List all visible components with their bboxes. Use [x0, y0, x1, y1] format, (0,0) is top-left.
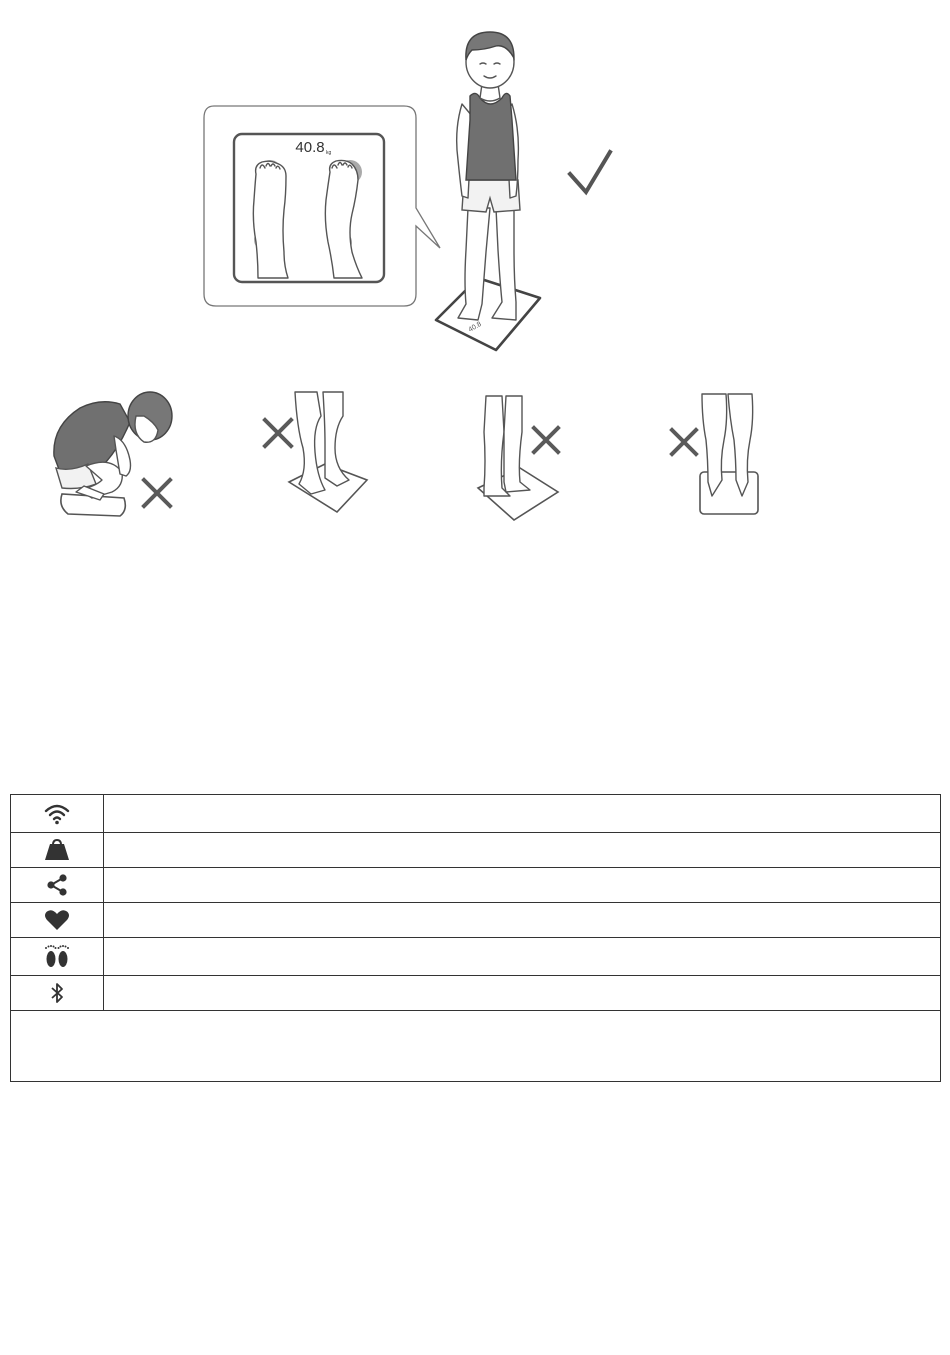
table-row [11, 903, 941, 938]
scale-unit: kg [326, 150, 332, 156]
standing-person [436, 32, 540, 350]
legend-text [104, 903, 941, 938]
table-row [11, 833, 941, 868]
table-row [11, 976, 941, 1011]
table-row [11, 868, 941, 903]
wrong-posture-knees-bent [255, 388, 385, 518]
icon-legend-table [10, 794, 941, 1082]
wifi-icon [11, 795, 104, 833]
table-row [11, 938, 941, 976]
scale-reading: 40.8 [295, 139, 325, 156]
table-row [11, 795, 941, 833]
legend-text [104, 833, 941, 868]
footprints-icon [11, 938, 104, 976]
legend-text [104, 938, 941, 976]
cross-icon [672, 430, 696, 454]
cross-icon [144, 480, 170, 506]
share-icon [11, 868, 104, 903]
legend-text [104, 795, 941, 833]
zoom-callout [204, 106, 440, 306]
check-icon [570, 152, 610, 192]
cross-icon [534, 428, 558, 452]
legend-text [104, 868, 941, 903]
wrong-posture-feet-together [662, 390, 772, 520]
legend-text [104, 976, 941, 1011]
wrong-posture-off-center [470, 392, 570, 522]
heart-icon [11, 903, 104, 938]
cross-icon [265, 420, 291, 446]
mini-scale-reading: 40.8 [467, 320, 483, 334]
table-row [11, 1011, 941, 1082]
correct-posture-illustration [200, 20, 630, 360]
bluetooth-icon [11, 976, 104, 1011]
weight-icon [11, 833, 104, 868]
wrong-posture-squatting [40, 376, 190, 521]
legend-note [11, 1011, 941, 1082]
